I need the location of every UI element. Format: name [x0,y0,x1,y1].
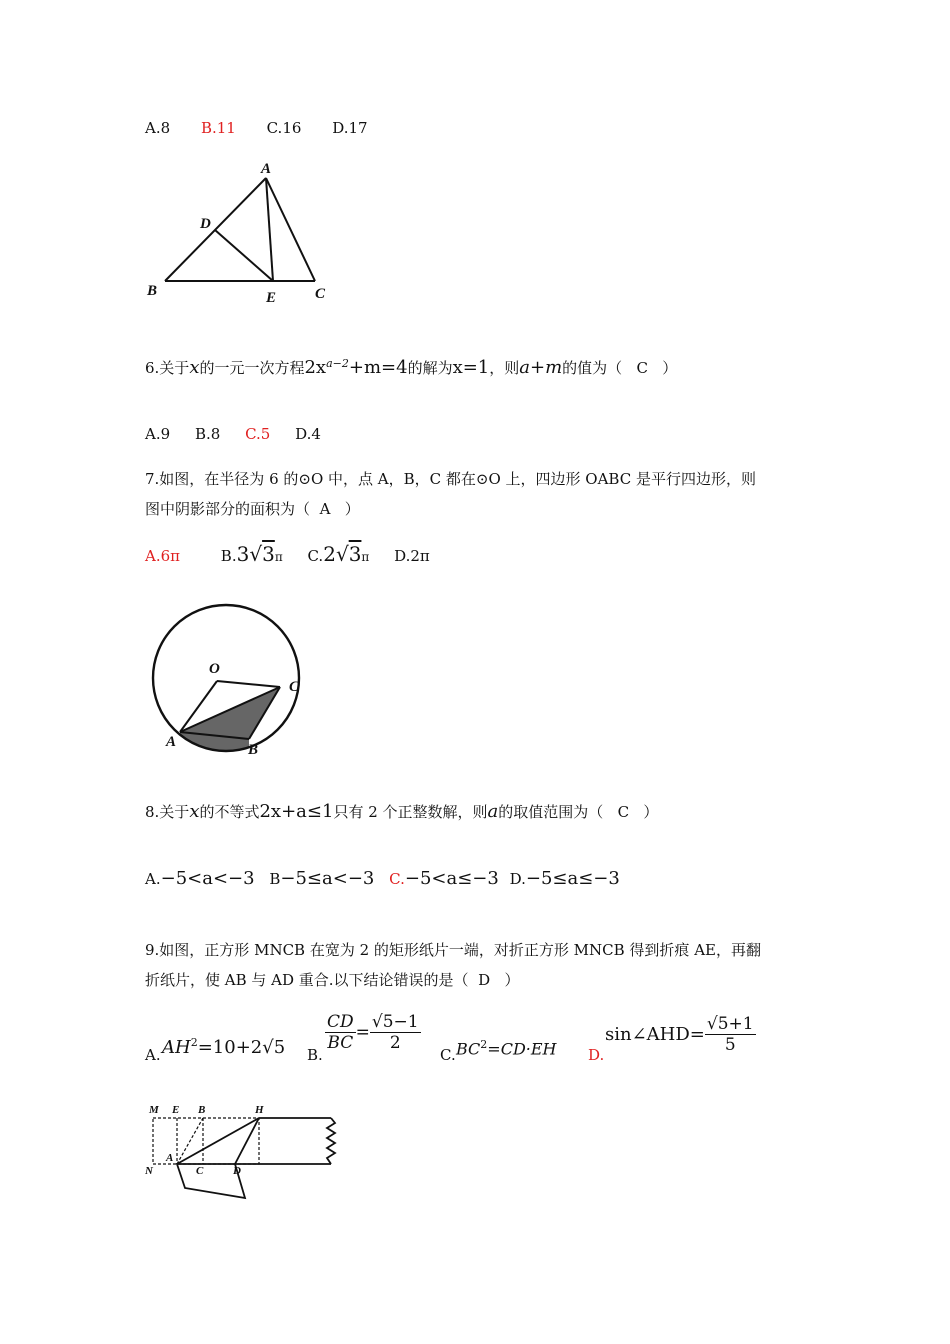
q5-option-a: A.8 [145,119,171,137]
q7-option-c-label: C. [307,547,324,565]
label-c: C [315,286,326,302]
q9-option-b [325,1012,421,1053]
q8-var-a: a [487,801,499,822]
q8-option-b: −5≤a<−3 [280,868,375,889]
segment-ae [266,178,273,281]
q6-equation-rest: +m=4 [348,357,408,378]
q8-close: ） [643,803,659,821]
segment-de [215,230,273,281]
q9-option-b-frac-2 [370,1012,421,1053]
q9-option-b-frac-1 [325,1012,356,1053]
q7-option-c-coef: 2 [323,542,336,566]
q7-option-d: D.2π [394,547,430,565]
q6-text-1: 的一元一次方程 [199,359,305,377]
q9-option-c [456,1038,557,1058]
q8-text-2: 只有 2 个正整数解，则 [333,803,488,821]
q9-line-2-suffix: ） [504,971,520,989]
q9-option-b-num2: √5−1 [371,1012,419,1032]
q7-option-b-coef: 3 [236,542,250,566]
q6-suffix: 的值为（ [562,359,623,377]
q8-prefix: 8.关于 [145,803,190,821]
q6-option-a: A.9 [145,425,171,443]
q9-option-c-rhs: =CD·EH [487,1039,557,1059]
q8-var-x: x [189,801,200,822]
q7-option-c-root: 3 [348,542,362,566]
q9-option-d-lhs: sin∠AHD= [605,1024,705,1045]
q9-line-2 [145,969,519,990]
q7-line-1: 7.如图，在半径为 6 的⊙O 中，点 A，B，C 都在⊙O 上，四边形 OABC 是平行四边形，则 [145,470,756,488]
q9-line-1: 9.如图，正方形 MNCB 在宽为 2 的矩形纸片一端，对折正方形 MNCB 得到折痕 AE，再翻 [145,941,761,959]
label-c: C [196,1165,204,1177]
label-e: E [172,1104,180,1116]
q8-option-a: −5<a<−3 [160,868,255,889]
q7-option-b-root: 3 [262,542,275,566]
q6-text-3: ，则 [489,359,520,377]
label-c: C [289,679,300,695]
label-n: N [145,1165,153,1177]
q9-option-d-frac [705,1014,756,1055]
q9-option-a-label: A. [145,1046,161,1064]
q7-option-c-pi: π [361,550,370,564]
q7-line-2-suffix: ） [344,500,360,518]
label-b: B [147,283,158,299]
q8-option-a-label: A. [145,870,161,888]
question-6 [145,357,677,378]
q6-equation: 2x [304,357,327,378]
q6-option-c-correct: C.5 [245,425,271,443]
q6-options [145,425,347,443]
q9-option-d-den: 5 [724,1035,736,1055]
q9-option-b-den2: 2 [389,1033,401,1053]
q9-option-b-label: B. [307,1046,323,1064]
q8-option-c: −5<a≤−3 [404,868,499,889]
q5-option-d: D.17 [332,119,368,137]
q8-options [145,868,620,889]
q9-option-a-sup: 2 [190,1036,198,1049]
q8-option-d-label: D. [509,870,526,888]
q6-option-d: D.4 [295,425,321,443]
q7-option-b-pi: π [274,550,283,564]
q8-inequality: 2x+a≤1 [259,801,334,822]
q7-line-2-prefix: 图中阴影部分的面积为（ [145,500,311,518]
q9-option-c-label: C. [440,1046,456,1064]
q7-option-b: B.3√3π [220,542,283,566]
q8-option-c-label-correct: C. [389,870,405,888]
q6-text-2: 的解为 [407,359,453,377]
q8-text-1: 的不等式 [199,803,260,821]
q7-options [145,542,430,566]
q8-option-b-label: B [269,870,281,888]
q8-option-d: −5≤a≤−3 [525,868,620,889]
q9-option-c-lhs: BC [456,1039,481,1059]
q9-option-c-sup: 2 [480,1038,488,1051]
q9-line-2-prefix: 折纸片，使 AB 与 AD 重合.以下结论错误的是（ [145,971,469,989]
q9-option-a-lhs: AH [162,1037,191,1058]
label-e: E [266,290,277,306]
q9-option-b-eq: = [355,1022,370,1043]
q7-line-2 [145,498,360,519]
q6-expr: a+m [519,357,563,378]
q7-option-c: C.2√3π [307,542,370,566]
q5-option-b-correct: B.11 [200,119,236,137]
segment-oc [217,681,280,687]
q9-option-b-den: BC [327,1033,354,1053]
label-b: B [248,742,259,758]
q9-option-b-num: CD [327,1012,354,1032]
q6-var-x: x [189,357,200,378]
paper-torn-edge [327,1118,335,1164]
q6-option-b: B.8 [194,425,221,443]
q8-answer: C [617,803,630,821]
q9-answer: D [478,971,491,989]
q6-solution: x=1 [452,357,490,378]
q6-prefix: 6.关于 [145,359,190,377]
label-h: H [255,1104,264,1116]
segment-ac [266,178,315,281]
q5-options [145,119,394,137]
q6-exponent: a−2 [326,357,349,370]
q6-answer: C [636,359,648,377]
label-d: D [233,1165,241,1177]
q6-close: ） [662,359,678,377]
q8-suffix: 的取值范围为（ [498,803,604,821]
q9-option-d-num: √5+1 [706,1014,754,1034]
triangle-figure [145,158,345,310]
label-a: A [166,1152,174,1164]
circle-figure [145,603,315,763]
q9-option-a-rhs: =10+2√5 [197,1037,286,1058]
label-m: M [149,1104,159,1116]
q7-option-a-correct: A.6π [145,547,181,565]
q5-option-c: C.16 [266,119,302,137]
question-8 [145,801,658,822]
label-d: D [200,216,211,232]
label-a: A [261,161,272,177]
q7-option-b-label: B. [220,547,237,565]
label-b: B [198,1104,206,1116]
q9-option-a [162,1036,285,1058]
q7-answer: A [319,500,331,518]
q9-option-d [605,1014,756,1055]
label-a: A [166,734,177,750]
folding-figure [145,1098,345,1208]
q9-option-d-label-correct: D. [588,1046,605,1064]
label-o: O [209,661,220,677]
